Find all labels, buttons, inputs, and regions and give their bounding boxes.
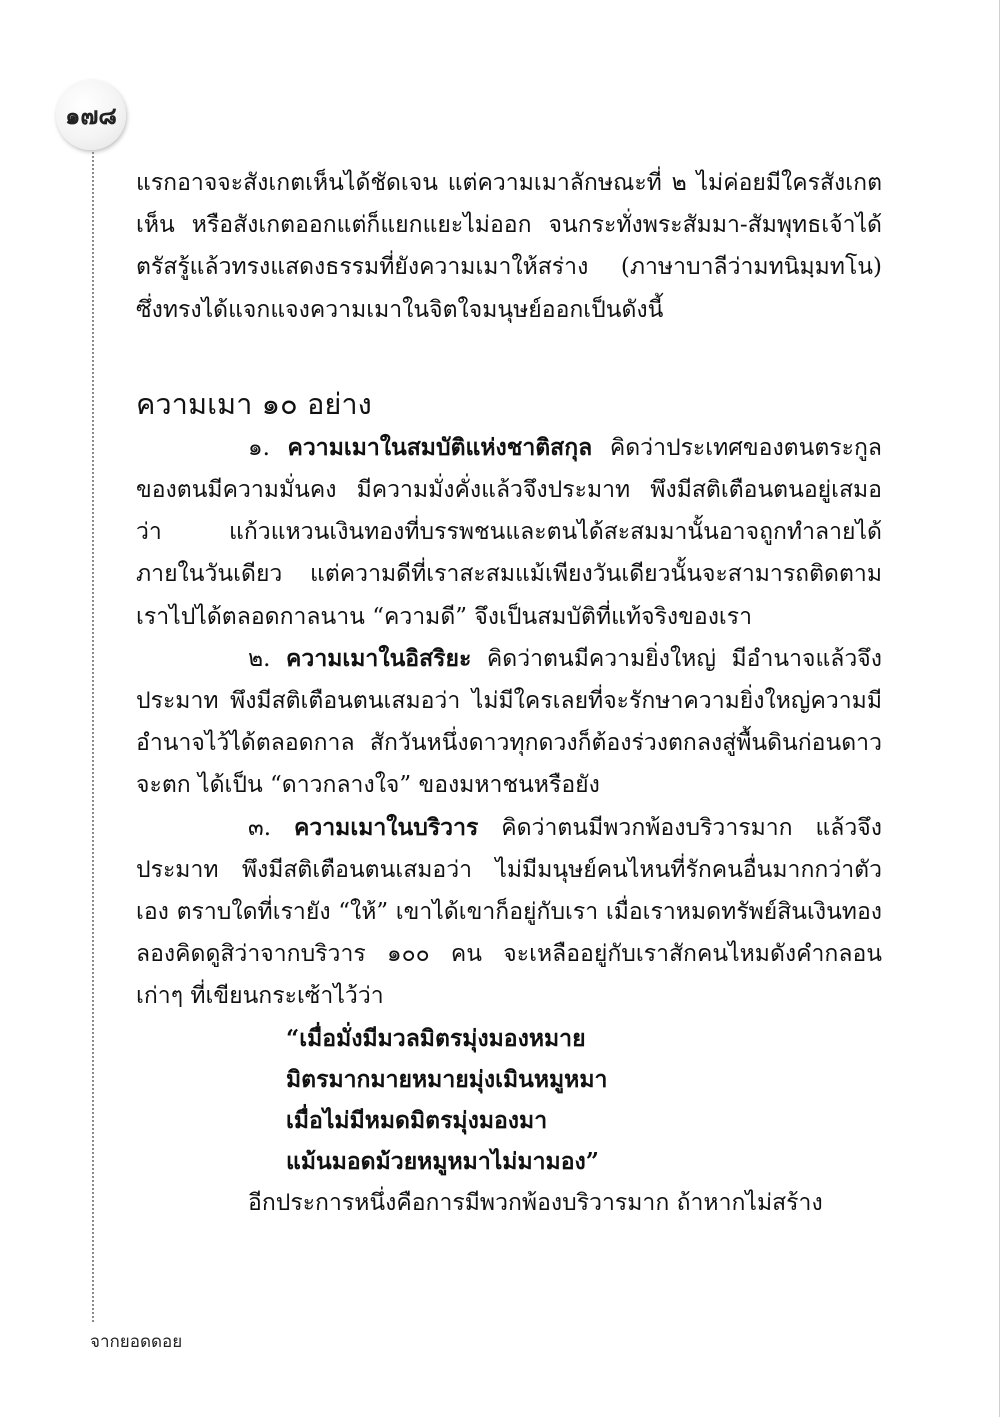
- poem-block: [136, 1018, 882, 1182]
- poem-line: เมื่อไม่มีหมดมิตรมุ่งมองมา: [286, 1106, 548, 1134]
- item-term: ความเมาในสมบัติแห่งชาติสกุล: [287, 433, 593, 461]
- item-text: คิดว่าตนมีพวกพ้องบริวารมาก แล้วจึงประมาท พึงมีสติเตือนตนเสมอว่า ไม่มีมนุษย์คนไหนที่รักคนอื่นมากกว่าตัวเอง ตราบใดที่เรายัง “ให้” เขาได้เขาก็อยู่กับเรา เมื่อเราหมดทรัพย์สินเงินทอง ลองคิดดูสิว่าจากบริวาร ๑๐๐ คน จะเหลืออยู่กับเราสักคนไหมดังคำกลอนเก่าๆ ที่เขียนกระเซ้าไว้ว่า: [136, 814, 883, 1010]
- poem-line: มิตรมากมายหมายมุ่งเมินหมูหมา: [286, 1065, 608, 1093]
- closing-paragraph: อีกประการหนึ่งคือการมีพวกพ้องบริวารมาก ถ้าหากไม่สร้าง: [248, 1189, 823, 1216]
- item-term: ความเมาในบริวาร: [293, 813, 479, 841]
- page-body: [136, 162, 882, 1224]
- list-item-3: [136, 807, 882, 1018]
- item-number: ๒.: [248, 645, 271, 672]
- poem-line: แม้นมอดม้วยหมูหมาไม่มามอง”: [286, 1147, 599, 1175]
- item-number: ๑.: [248, 434, 270, 461]
- section-heading: ความเมา ๑๐ อย่าง: [136, 386, 372, 421]
- poem-line: “เมื่อมั่งมีมวลมิตรมุ่งมองหมาย: [286, 1024, 586, 1052]
- margin-dotted-rule: [92, 152, 94, 1322]
- list-item-1: [136, 427, 882, 638]
- item-number: ๓.: [248, 814, 272, 841]
- running-footer: จากยอดดอย: [90, 1332, 183, 1352]
- intro-paragraph: แรกอาจจะสังเกตเห็นได้ชัดเจน แต่ความเมาลักษณะที่ ๒ ไม่ค่อยมีใครสังเกตเห็น หรือสังเกตออกแต่ก็แยกแยะไม่ออก จนกระทั่งพระสัมมา-สัมพุทธเจ้าได้ตรัสรู้แล้วทรงแสดงธรรมที่ยังความเมาให้สร่าง (ภาษาบาลีว่ามทนิมฺมทโน) ซึ่งทรงได้แจกแจงความเมาในจิตใจมนุษย์ออกเป็นดังนี้: [136, 170, 882, 323]
- item-term: ความเมาในอิสริยะ: [286, 644, 472, 672]
- item-text: คิดว่าประเทศของตนตระกูลของตนมีความมั่นคง มีความมั่งคั่งแล้วจึงประมาท พึงมีสติเตือนตนอยู่เสมอว่า แก้วแหวนเงินทองที่บรรพชนและตนได้สะสมมานั้นอาจถูกทำลายได้ภายในวันเดียว แต่ความดีที่เราสะสมแม้เพียงวันเดียวนั้นจะสามารถติดตามเราไปได้ตลอดกาลนาน “ความดี” จึงเป็นสมบัติที่แท้จริงของเรา: [136, 434, 882, 630]
- list-item-2: [136, 638, 882, 807]
- page-number: ๑๗๘: [65, 101, 117, 130]
- item-text: คิดว่าตนมีความยิ่งใหญ่ มีอำนาจแล้วจึงประมาท พึงมีสติเตือนตนเสมอว่า ไม่มีใครเลยที่จะรักษาความยิ่งใหญ่ความมีอำนาจไว้ได้ตลอดกาล สักวันหนึ่งดาวทุกดวงก็ต้องร่วงตกลงสู่พื้นดินก่อนดาวจะตก ได้เป็น “ดาวกลางใจ” ของมหาชนหรือยัง: [136, 645, 883, 799]
